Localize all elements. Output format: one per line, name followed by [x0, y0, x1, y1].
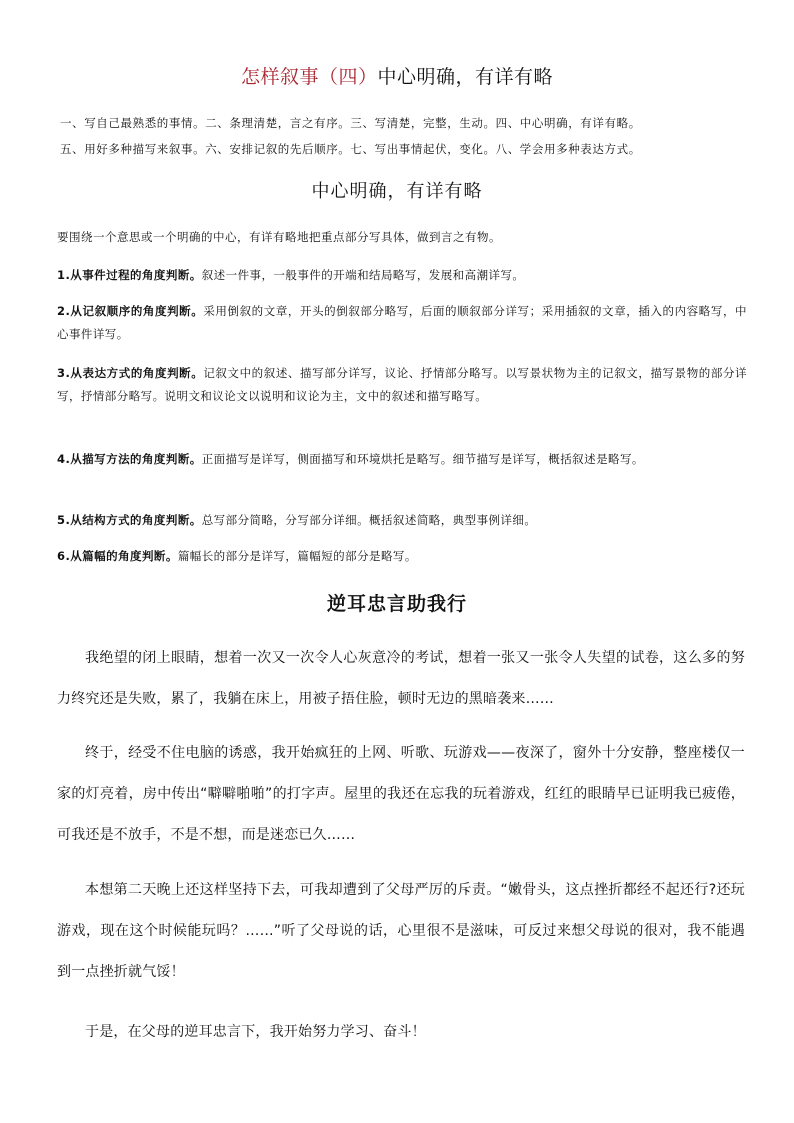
- judgment-point: [57, 509, 747, 532]
- series-topic-line: 一、写自己最熟悉的事情。二、条理清楚，言之有序。三、写清楚，完整，生动。四、中心明确，有详有略。: [60, 116, 641, 130]
- document-title: [0, 64, 794, 90]
- point-label: 1.从事件过程的角度判断。: [57, 268, 202, 282]
- section-intro: 要围绕一个意思或一个明确的中心，有详有略地把重点部分写具体，做到言之有物。: [57, 230, 501, 244]
- essay-paragraph: 我绝望的闭上眼睛，想着一次又一次令人心灰意冷的考试，想着一张又一张令人失望的试卷，这么多的努力终究还是失败，累了，我躺在床上，用被子捂住脸，顿时无边的黑暗袭来……: [57, 650, 745, 707]
- essay-paragraph: 本想第二天晚上还这样坚持下去，可我却遭到了父母严厉的斥责。“嫩骨头，这点挫折都经不起还行?还玩游戏，现在这个时候能玩吗？……”听了父母说的话，心里很不是滋味，可反过来想父母说的很对，我不能遇到一点挫折就气馁！: [57, 882, 745, 980]
- judgment-point: [57, 545, 747, 568]
- title-series-label: 怎样叙事（四）: [240, 66, 378, 88]
- judgment-point: [57, 448, 747, 471]
- point-text: 叙述一件事，一般事件的开端和结局略写，发展和高潮详写。: [201, 268, 525, 282]
- judgment-point: [57, 362, 747, 408]
- point-label: 5.从结构方式的角度判断。: [57, 513, 202, 527]
- point-label: 2.从记叙顺序的角度判断。: [57, 304, 204, 318]
- point-label: 3.从表达方式的角度判断。: [57, 366, 204, 380]
- judgment-point: [57, 264, 747, 287]
- point-text: 采用倒叙的文章，开头的倒叙部分略写，后面的顺叙部分详写；采用插叙的文章，插入的内容略写，中心事件详写。: [57, 304, 747, 341]
- essay-title: 逆耳忠言助我行: [326, 593, 467, 615]
- judgment-point: [57, 300, 747, 346]
- essay-paragraph: 于是，在父母的逆耳忠言下，我开始努力学习、奋斗！: [85, 1024, 426, 1040]
- essay-paragraph: 终于，经受不住电脑的诱惑，我开始疯狂的上网、听歌、玩游戏——夜深了，窗外十分安静，整座楼仅一家的灯亮着，房中传出“噼噼啪啪”的打字声。屋里的我还在忘我的玩着游戏，红红的眼睛早已证明我已疲倦，可我还是不放手，不是不想，而是迷恋已久……: [57, 745, 745, 843]
- series-topic-line: 五、用好多种描写来叙事。六、安排记叙的先后顺序。七、写出事情起伏，变化。八、学会用多种表达方式。: [60, 142, 641, 156]
- point-text: 正面描写是详写，侧面描写和环境烘托是略写。细节描写是详写，概括叙述是略写。: [201, 452, 644, 466]
- title-topic: 中心明确，有详有略: [377, 66, 554, 88]
- point-label: 6.从篇幅的角度判断。: [57, 549, 178, 563]
- point-text: 篇幅长的部分是详写，篇幅短的部分是略写。: [177, 549, 417, 563]
- point-label: 4.从描写方法的角度判断。: [57, 452, 202, 466]
- point-text: 总写部分简略，分写部分详细。概括叙述简略，典型事例详细。: [201, 513, 537, 527]
- series-topic-list: [60, 110, 740, 162]
- point-text: 记叙文中的叙述、描写部分详写，议论、抒情部分略写。以写景状物为主的记叙文，描写景物的部分详写，抒情部分略写。说明文和议论文以说明和议论为主，文中的叙述和描写略写。: [57, 366, 747, 403]
- section-title: 中心明确，有详有略: [311, 181, 483, 202]
